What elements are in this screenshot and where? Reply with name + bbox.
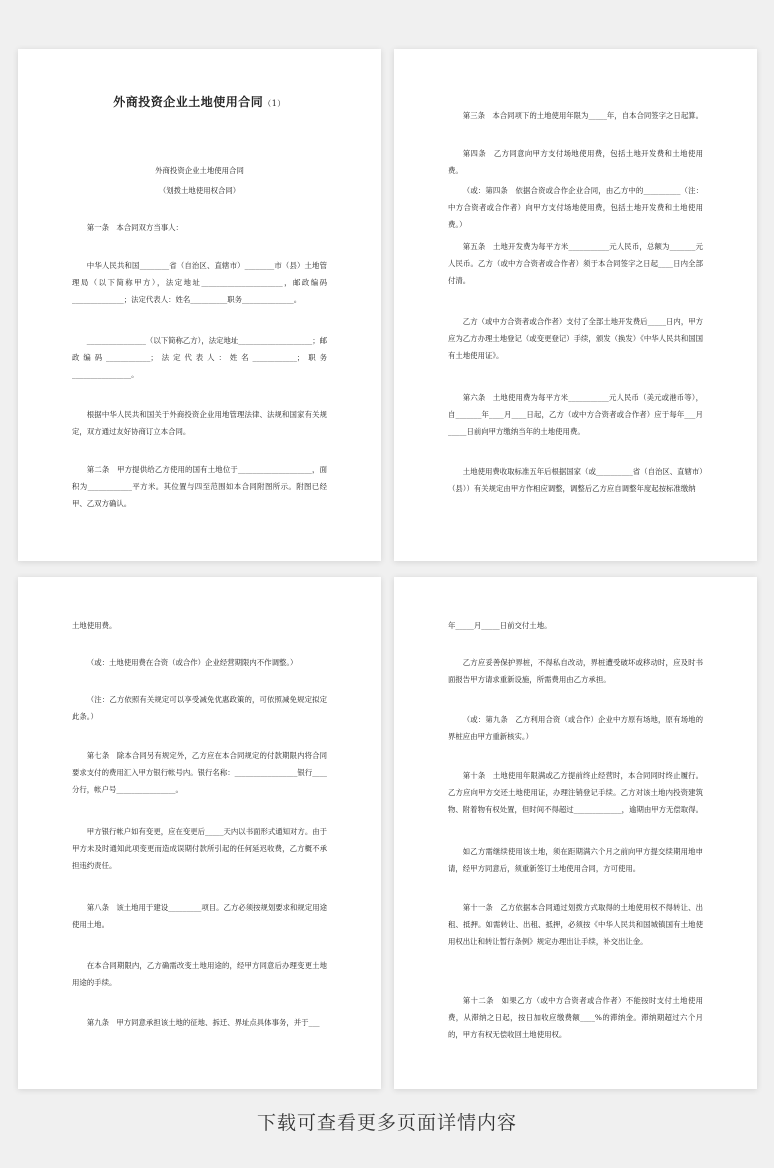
paragraph: 第六条 土地使用费为每平方米___________元人民币（美元或港币等），自_______年____月____日起，乙方（或中方合资者或合作者）应于每年___月_____日前向甲方缴纳当年的土地使用费。 [448,393,703,436]
paragraph: 乙方应妥善保护界桩，不得私自改动，界桩遭受破坏或移动时，应及时书面报告甲方请求重新设施，所需费用由乙方承担。 [448,658,703,684]
paragraph: 土地使用费。 [72,621,117,630]
document-title [72,93,327,110]
document-page-3 [18,577,381,1089]
paragraph: （注：乙方依照有关规定可以享受减免优惠政策的，可依照减免规定拟定此条。） [72,695,327,721]
paragraph: 根据中华人民共和国关于外商投资企业用地管理法律、法规和国家有关规定，双方通过友好协商订立本合同。 [72,410,327,436]
paragraph: 第一条 本合同双方当事人： [86,223,183,232]
contract-heading: 外商投资企业土地使用合同 [155,166,244,175]
paragraph: 第二条 甲方提供给乙方使用的国有土地位于____________________，面积为____________平方米。其位置与四至范围如本合同附图所示。附图已经甲、乙双方确认。 [72,465,327,508]
title-text: 外商投资企业土地使用合同 [113,95,264,109]
paragraph: 第七条 除本合同另有规定外，乙方应在本合同规定的付款期限内将合同要求支付的费用汇入甲方银行帐号内。银行名称：_________________银行____分行，帐户号________________。 [72,751,327,794]
document-page-4 [394,577,757,1089]
paragraph: 年_____月_____日前交付土地。 [448,621,552,630]
document-page-2 [394,49,757,561]
contract-subheading: （划拨土地使用权合同） [158,186,241,195]
paragraph: 甲方银行帐户如有变更，应在变更后_____天内以书面形式通知对方。由于甲方未及时通知此项变更而造成误期付款所引起的任何延迟收费，乙方概不承担违约责任。 [72,827,327,870]
paragraph: 土地使用费收取标准五年后根据国家（或__________省（自治区、直辖市）（县））有关规定由甲方作相应调整，调整后乙方应自调整年度起按标准缴纳 [448,467,703,493]
paragraph: 乙方（或中方合资者或合作者）支付了全部土地开发费后_____日内，甲方应为乙方办理土地登记（或变更登记）手续，颁发（换发）《中华人民共和国国有土地使用证》。 [448,317,703,360]
paragraph: 第十条 土地使用年限满或乙方提前终止经营时，本合同同时终止履行。乙方应向甲方交还土地使用证，办理注销登记手续。乙方对该土地内投资建筑物、附着物有权处置，但时间不得超过_____________，逾期由甲方无偿取得。 [448,771,703,814]
paragraph: 第五条 土地开发费为每平方米___________元人民币，总额为_______元人民币。乙方（或中方合资者或合作者）须于本合同签字之日起____日内全部付清。 [448,242,703,285]
paragraph: 如乙方需继续使用该土地，须在距期满六个月之前向甲方提交续期用地申请，经甲方同意后，须重新签订土地使用合同，方可使用。 [448,847,703,873]
paragraph: （或：第四条 依据合资或合作企业合同，由乙方中的__________（注：中方合资者或合作者）向甲方支付场地使用费，包括土地开发费和土地使用费。） [448,186,703,229]
document-page-1 [18,49,381,561]
paragraph: 第三条 本合同项下的土地使用年限为_____年，自本合同签字之日起算。 [462,111,703,120]
paragraph: （或：第九条 乙方利用合资（或合作）企业中方原有场地，原有场地的界桩应由甲方重新核实。） [448,715,703,741]
paragraph: 第八条 该土地用于建设_________项目。乙方必须按规划要求和规定用途使用土地。 [72,903,327,929]
paragraph: 第四条 乙方同意向甲方支付场地使用费，包括土地开发费和土地使用费。 [448,149,703,175]
paragraph: 第十二条 如果乙方（或中方合资者或合作者）不能按时支付土地使用费，从滞纳之日起，按日加收应缴费额____%的滞纳金。滞纳期超过六个月的，甲方有权无偿收回土地使用权。 [448,996,703,1039]
paragraph: 第十一条 乙方依据本合同通过划拨方式取得的土地使用权不得转让、出租、抵押。如需转让、出租、抵押，必须按《中华人民共和国城镇国有土地使用权出让和转让暂行条例》规定办理出让手续，补交出让金。 [448,903,703,946]
title-suffix: （1） [263,99,286,108]
paragraph: 在本合同期限内，乙方确需改变土地用途的，经甲方同意后办理变更土地用途的手续。 [72,961,327,987]
paragraph: （或：土地使用费在合资（或合作）企业经营期限内不作调整。） [86,658,298,667]
paragraph: 第九条 甲方同意承担该土地的征地、拆迁、界址点具体事务，并于___ [86,1018,320,1027]
download-more-caption: 下载可查看更多页面详情内容 [256,1112,517,1134]
paragraph: ________________（以下简称乙方），法定地址____________________；邮政编码____________；法定代表人：姓名____________；职务________________。 [72,336,327,379]
paragraph: 中华人民共和国________省（自治区、直辖市）________市（县）土地管理局（以下简称甲方），法定地址______________________，邮政编码______________；法定代表人：姓名__________职务______________。 [72,261,327,304]
